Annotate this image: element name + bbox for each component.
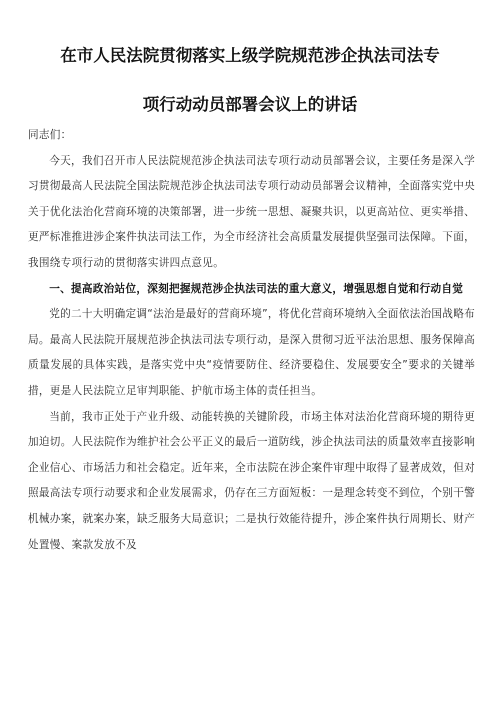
document-title-line-1: 在市人民法院贯彻落实上级学院规范涉企执法司法专 (60, 46, 440, 65)
paragraph-intro: 今天，我们召开市人民法院规范涉企执法司法专项行动动员部署会议，主要任务是深入学习贯彻最高人民法院全国法院规范涉企执法司法专项行动动员部署会议精神，全面落实党中央关于优化法治化营商环境的决策部署，进一步统一思想、凝聚共识，以更高站位、更实举措、更严标准推进涉企案件执法司法工作，为全市经济社会高质量发展提供坚强司法保障。下面，我围绕专项行动的贯彻落实讲四点意见。 (28, 154, 475, 269)
section-heading-1: 一、提高政治站位，深刻把握规范涉企执法司法的重大意义，增强思想自觉和行动自觉 (49, 282, 464, 295)
document-body (28, 123, 475, 558)
paragraph-significance: 党的二十大明确定调“法治是最好的营商环境”，将优化营商环境纳入全面依法治国战略布局。最高人民法院开展规范涉企执法司法专项行动，是深入贯彻习近平法治思想、服务保障高质量发展的具体实践，是落实党中央“疫情要防住、经济要稳住、发展要安全”要求的关键举措，更是人民法院立足审判职能、护航市场主体的责任担当。 (28, 308, 475, 397)
paragraph-current-situation: 当前，我市正处于产业升级、动能转换的关键阶段，市场主体对法治化营商环境的期待更加迫切。人民法院作为维护社会公平正义的最后一道防线，涉企执法司法的质量效率直接影响企业信心、市场活力和社会稳定。近年来，全市法院在涉企案件审理中取得了显著成效，但对照最高法专项行动要求和企业发展需求，仍存在三方面短板：一是理念转变不到位，个别干警机械办案，就案办案，缺乏服务大局意识；二是执行效能待提升，涉企案件执行周期长、财产处置慢、案款发放不及 (28, 410, 475, 551)
document-title-line-2: 项行动动员部署会议上的讲话 (142, 95, 358, 114)
salutation: 同志们： (28, 129, 72, 141)
